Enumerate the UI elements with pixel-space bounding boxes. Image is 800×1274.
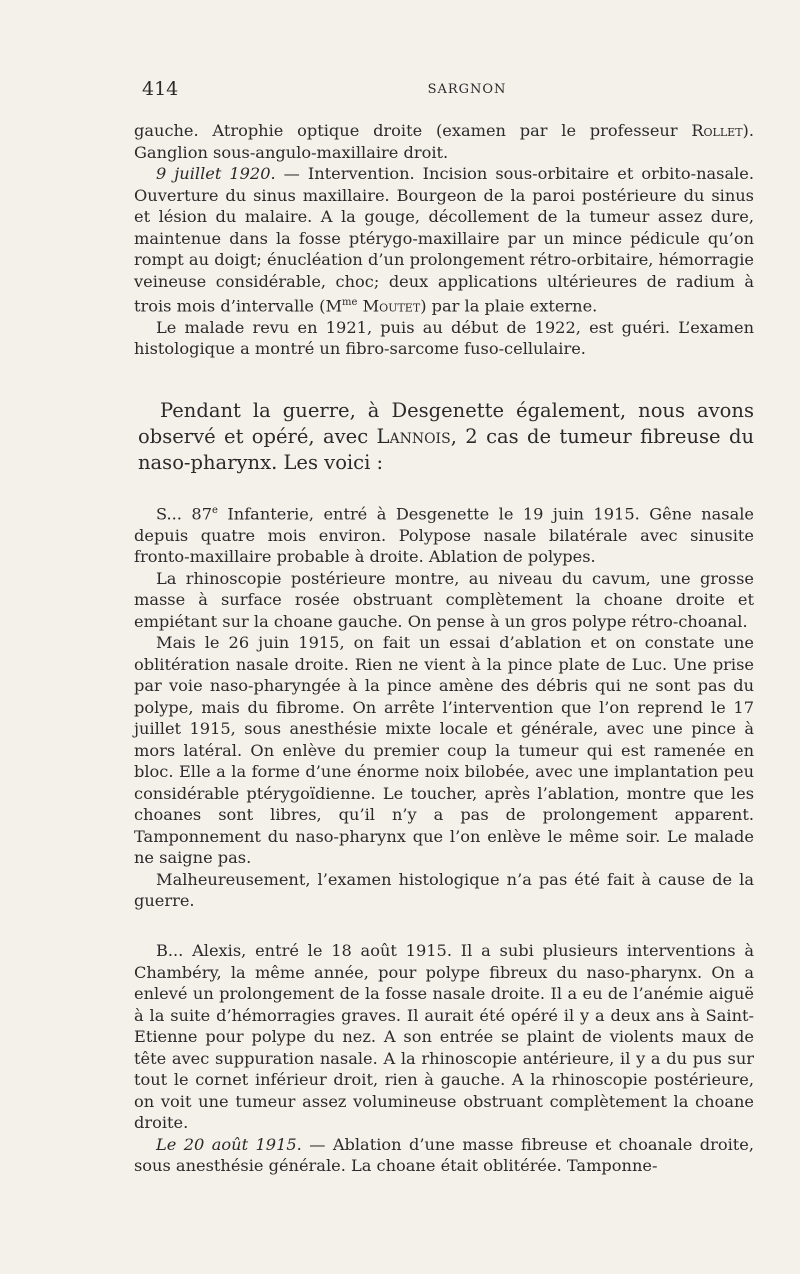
paragraph-operation-june: Mais le 26 juin 1915, on fait un essai d’ablation et on constate une oblitération nasale droite. Rien ne vient à la pince plate de Luc. Une prise par voie naso-pharyngée à la pince amène des débris qui ne sont pas du polype, mais du fibrome. On arrête l’intervention que l’on reprend le 17 juillet 1915, sous anesthésie mixte locale et générale, avec une pince à mors latéral. On enlève du premier coup la tumeur qui est ramenée en bloc. Elle a la forme d’une énorme noix bilobée, avec une implantation peu considérable ptérygoïdienne. Le toucher, après l’ablation, montre que les choanes sont libres, qu’il n’y a pas de prolongement apparent. Tamponnement du naso-pharynx que l’on enlève le même soir. Le malade ne saigne pas. bbox=[134, 633, 754, 868]
paragraph-case-b-entry: B... Alexis, entré le 18 août 1915. Il a subi plusieurs interventions à Chambéry, la même année, pour polype fibreux du naso-pharynx. On a enlevé un prolongement de la fosse nasale droite. Il a eu de l’anémie aiguë à la suite d’hémorragies graves. Il aurait été opéré il y a deux ans à Saint-Etienne pour polype du nez. A son entrée se plaint de violents maux de tête avec suppuration nasale. A la rhinoscopie antérieure, il y a du pus sur tout le cornet inférieur droit, rien à gauche. A la rhinoscopie postérieure, on voit une tumeur assez volumineuse obstruant complètement la choane droite. bbox=[134, 941, 754, 1132]
date-9-juillet-1920: 9 juillet 1920. bbox=[156, 164, 276, 183]
paragraph-case-s-entry: S... 87e Infanterie, entré à Desgenette le 19 juin 1915. Gêne nasale depuis quatre mois environ. Polypose nasale bilatérale avec sinusite fronto-maxillaire probable à droite. Ablation de polypes. bbox=[134, 504, 754, 567]
paragraph-ablation-aout: Le 20 août 1915. — Ablation d’une masse fibreuse et choanale droite, sous anesthésie générale. La choane était oblitérée. Tamponne- bbox=[134, 1134, 754, 1175]
paragraph-intervention-1920: 9 juillet 1920. — Intervention. Incision sous-orbitaire et orbito-nasale. Ouverture du sinus maxillaire. Bourgeon de la paroi postérieure du sinus et lésion du malaire. A la gouge, décollement de la tumeur assez dure, maintenue dans la fosse ptérygo-maxillaire par un mince pédicule qu’on rompt au doigt; énucléation d’un prolongement rétro-orbitaire, hémorragie veineuse considérable, choc; deux applications ultérieures de radium à trois mois d’intervalle ($M^{me}$ Moutet) par la plaie externe. bbox=[134, 164, 755, 316]
running-title: SARGNON bbox=[427, 82, 507, 97]
paragraph-no-histology: Malheureusement, l’examen histologique n’a pas été fait à cause de la guerre. bbox=[134, 869, 754, 911]
paragraph-atrophy: gauche. Atrophie optique droite (examen par le professeur Rollet). Ganglion sous-angulo-maxillaire droit. bbox=[134, 121, 754, 162]
paragraph-war-cases-intro: Pendant la guerre, à Desgenette également, nous avons observé et opéré, avec Lannois, 2 cas de tumeur fibreuse du naso-pharynx. Les voici : bbox=[138, 399, 754, 474]
date-20-aout-1915: Le 20 août 1915. bbox=[156, 1134, 302, 1154]
intro-block bbox=[138, 398, 754, 476]
paragraph-rhinoscopy: La rhinoscopie postérieure montre, au niveau du cavum, une grosse masse à surface rosée obstruant complètement la choane droite et empiétant sur la choane gauche. On pense à un gros polype rétro-choanal. bbox=[134, 568, 754, 631]
page-number: 414 bbox=[142, 78, 179, 100]
case-b-block bbox=[134, 940, 754, 1177]
author-name-moutet: Moutet bbox=[362, 296, 421, 316]
author-name-lannois: Lannois bbox=[376, 425, 451, 448]
case-s-block bbox=[134, 500, 754, 912]
paragraph-follow-up: Le malade revu en 1921, puis au début de 1922, est guéri. L’examen histologique a montré un fibro-sarcome fuso-cellulaire. bbox=[134, 317, 754, 359]
page-header bbox=[142, 78, 752, 106]
author-name-rollet: Rollet bbox=[691, 121, 743, 140]
continued-case-block bbox=[134, 120, 754, 360]
